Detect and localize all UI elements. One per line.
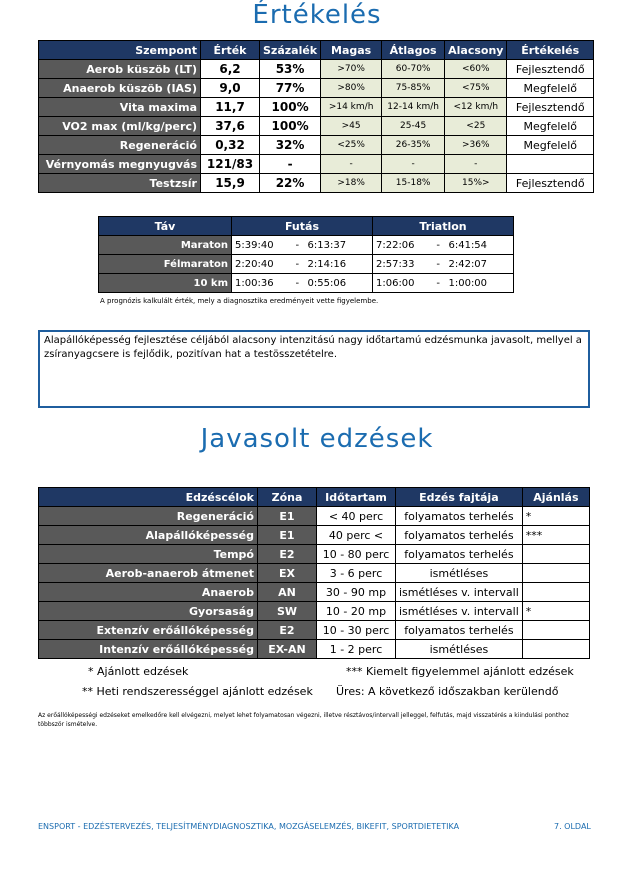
result-cell: Megfelelő [507,117,594,136]
row-label: Vérnyomás megnyugvás [39,155,201,174]
zone-cell: EX [258,564,317,583]
percent-cell: 22% [260,174,321,193]
row-label: Maraton [99,236,232,255]
table-row [39,602,590,621]
table-row [39,564,590,583]
row-label: Anaerob [39,583,258,602]
duration-cell: 40 perc < [317,526,396,545]
time-cell: 1:00:36 [232,274,291,293]
range-low-cell: <60% [445,60,507,79]
time-cell: 1:06:00 [372,274,431,293]
type-cell: ismétléses [396,640,523,659]
duration-cell: 10 - 30 perc [317,621,396,640]
col-header: Zóna [258,488,317,507]
type-cell: folyamatos terhelés [396,526,523,545]
col-header: Futás [232,217,373,236]
result-cell [507,155,594,174]
range-low-cell: >36% [445,136,507,155]
time-cell: 5:39:40 [232,236,291,255]
value-cell: 11,7 [201,98,260,117]
page-number: 7. OLDAL [554,822,591,831]
row-label: Testzsír [39,174,201,193]
trainings-title: Javasolt edzések [200,424,434,454]
col-header: Érték [201,41,260,60]
recommendation-cell: * [522,602,589,621]
row-label: Alapállóképesség [39,526,258,545]
type-cell: folyamatos terhelés [396,621,523,640]
table-row [39,117,594,136]
table-row [39,621,590,640]
value-cell: 121/83 [201,155,260,174]
table-header-row [39,41,594,60]
range-avg-cell: 26-35% [382,136,445,155]
table-row [39,174,594,193]
range-high-cell: >18% [321,174,382,193]
range-low-cell: <75% [445,79,507,98]
value-cell: 37,6 [201,117,260,136]
range-low-cell: 15%> [445,174,507,193]
summary-box: Alapállóképesség fejlesztése céljából alacsony intenzitású nagy időtartamú edzésmunka javasolt, mellyel a zsíranyagcsere is fejlődik, pozitívan hat a testösszetételre. [38,330,590,408]
time-cell: 6:41:54 [445,236,513,255]
type-cell: ismétléses v. intervall [396,602,523,621]
result-cell: Fejlesztendő [507,98,594,117]
footer-text: ENSPORT - EDZÉSTERVEZÉS, TELJESÍTMÉNYDIAGNOSZTIKA, MOZGÁSELEMZÉS, BIKEFIT, SPORTDIETETIKA [38,822,460,831]
col-header: Edzés fajtája [396,488,523,507]
table-row [39,136,594,155]
col-header: Alacsony [445,41,507,60]
value-cell: 9,0 [201,79,260,98]
time-cell: 7:22:06 [372,236,431,255]
duration-cell: 10 - 20 mp [317,602,396,621]
col-header: Átlagos [382,41,445,60]
range-avg-cell: 25-45 [382,117,445,136]
col-header: Időtartam [317,488,396,507]
time-cell: 1:00:00 [445,274,513,293]
time-cell: 2:14:16 [305,255,373,274]
table-header-row [39,488,590,507]
range-low-cell: <12 km/h [445,98,507,117]
table-row [39,526,590,545]
range-high-cell: >80% [321,79,382,98]
type-cell: folyamatos terhelés [396,545,523,564]
table-row [39,60,594,79]
col-header: Százalék [260,41,321,60]
range-high-cell: - [321,155,382,174]
zone-cell: E2 [258,621,317,640]
col-header: Edzéscélok [39,488,258,507]
range-avg-cell: - [382,155,445,174]
row-label: Regeneráció [39,136,201,155]
time-cell: 6:13:37 [305,236,373,255]
duration-cell: < 40 perc [317,507,396,526]
percent-cell: 77% [260,79,321,98]
range-avg-cell: 12-14 km/h [382,98,445,117]
prognosis-table [98,216,514,293]
row-label: 10 km [99,274,232,293]
table-row [39,155,594,174]
col-header: Szempont [39,41,201,60]
table-row [99,236,514,255]
row-label: Intenzív erőállóképesség [39,640,258,659]
table-row [39,98,594,117]
time-cell: 2:57:33 [372,255,431,274]
recommendation-cell [522,640,589,659]
recommendation-cell [522,583,589,602]
percent-cell: 100% [260,117,321,136]
range-high-cell: >14 km/h [321,98,382,117]
table-row [39,640,590,659]
duration-cell: 30 - 90 mp [317,583,396,602]
col-header: Táv [99,217,232,236]
row-label: Anaerob küszöb (IAS) [39,79,201,98]
recommendation-cell [522,621,589,640]
result-cell: Megfelelő [507,136,594,155]
value-cell: 15,9 [201,174,260,193]
value-cell: 0,32 [201,136,260,155]
percent-cell: 53% [260,60,321,79]
row-label: Regeneráció [39,507,258,526]
table-row [99,274,514,293]
row-label: Vita maxima [39,98,201,117]
row-label: VO2 max (ml/kg/perc) [39,117,201,136]
recommendation-cell: * [522,507,589,526]
separator: - [431,274,446,293]
table-row [39,507,590,526]
result-cell: Fejlesztendő [507,60,594,79]
zone-cell: SW [258,602,317,621]
range-avg-cell: 60-70% [382,60,445,79]
range-low-cell: <25 [445,117,507,136]
row-label: Tempó [39,545,258,564]
range-high-cell: >45 [321,117,382,136]
evaluation-title: Értékelés [252,0,382,30]
table-header-row [99,217,514,236]
duration-cell: 10 - 80 perc [317,545,396,564]
separator: - [290,274,305,293]
time-cell: 0:55:06 [305,274,373,293]
zone-cell: E1 [258,526,317,545]
type-cell: folyamatos terhelés [396,507,523,526]
evaluation-table [38,40,594,193]
legend-item: * Ajánlott edzések [88,665,189,678]
legend-item: ** Heti rendszerességgel ajánlott edzések [82,685,313,698]
row-label: Félmaraton [99,255,232,274]
value-cell: 6,2 [201,60,260,79]
zone-cell: E2 [258,545,317,564]
row-label: Aerob küszöb (LT) [39,60,201,79]
result-cell: Fejlesztendő [507,174,594,193]
table-row [39,79,594,98]
row-label: Aerob-anaerob átmenet [39,564,258,583]
zone-cell: EX-AN [258,640,317,659]
recommendation-cell [522,564,589,583]
row-label: Gyorsaság [39,602,258,621]
separator: - [290,255,305,274]
recommendation-cell [522,545,589,564]
separator: - [431,236,446,255]
trainings-table [38,487,590,659]
col-header: Magas [321,41,382,60]
table-row [39,583,590,602]
result-cell: Megfelelő [507,79,594,98]
separator: - [431,255,446,274]
range-high-cell: <25% [321,136,382,155]
trainings-footnote: Az erőállóképességi edzéseket emelkedőre kell elvégezni, melyet lehet folyamatosan végezni, illetve résztávos/intervall jelleggel, felfutás, majd visszatérés a kiindulási ponthoz többször ismételve. [38,712,569,728]
separator: - [290,236,305,255]
row-label: Extenzív erőállóképesség [39,621,258,640]
recommendation-cell: *** [522,526,589,545]
range-avg-cell: 75-85% [382,79,445,98]
percent-cell: - [260,155,321,174]
zone-cell: E1 [258,507,317,526]
duration-cell: 1 - 2 perc [317,640,396,659]
range-high-cell: >70% [321,60,382,79]
duration-cell: 3 - 6 perc [317,564,396,583]
prognosis-note: A prognózis kalkulált érték, mely a diagnosztika eredményeit vette figyelembe. [100,297,379,305]
legend-item: Üres: A következő időszakban kerülendő [336,685,559,698]
table-row [99,255,514,274]
type-cell: ismétléses [396,564,523,583]
table-row [39,545,590,564]
zone-cell: AN [258,583,317,602]
legend-item: *** Kiemelt figyelemmel ajánlott edzések [346,665,574,678]
col-header: Ajánlás [522,488,589,507]
range-avg-cell: 15-18% [382,174,445,193]
time-cell: 2:42:07 [445,255,513,274]
percent-cell: 32% [260,136,321,155]
type-cell: ismétléses v. intervall [396,583,523,602]
col-header: Triatlon [372,217,513,236]
time-cell: 2:20:40 [232,255,291,274]
range-low-cell: - [445,155,507,174]
col-header: Értékelés [507,41,594,60]
percent-cell: 100% [260,98,321,117]
